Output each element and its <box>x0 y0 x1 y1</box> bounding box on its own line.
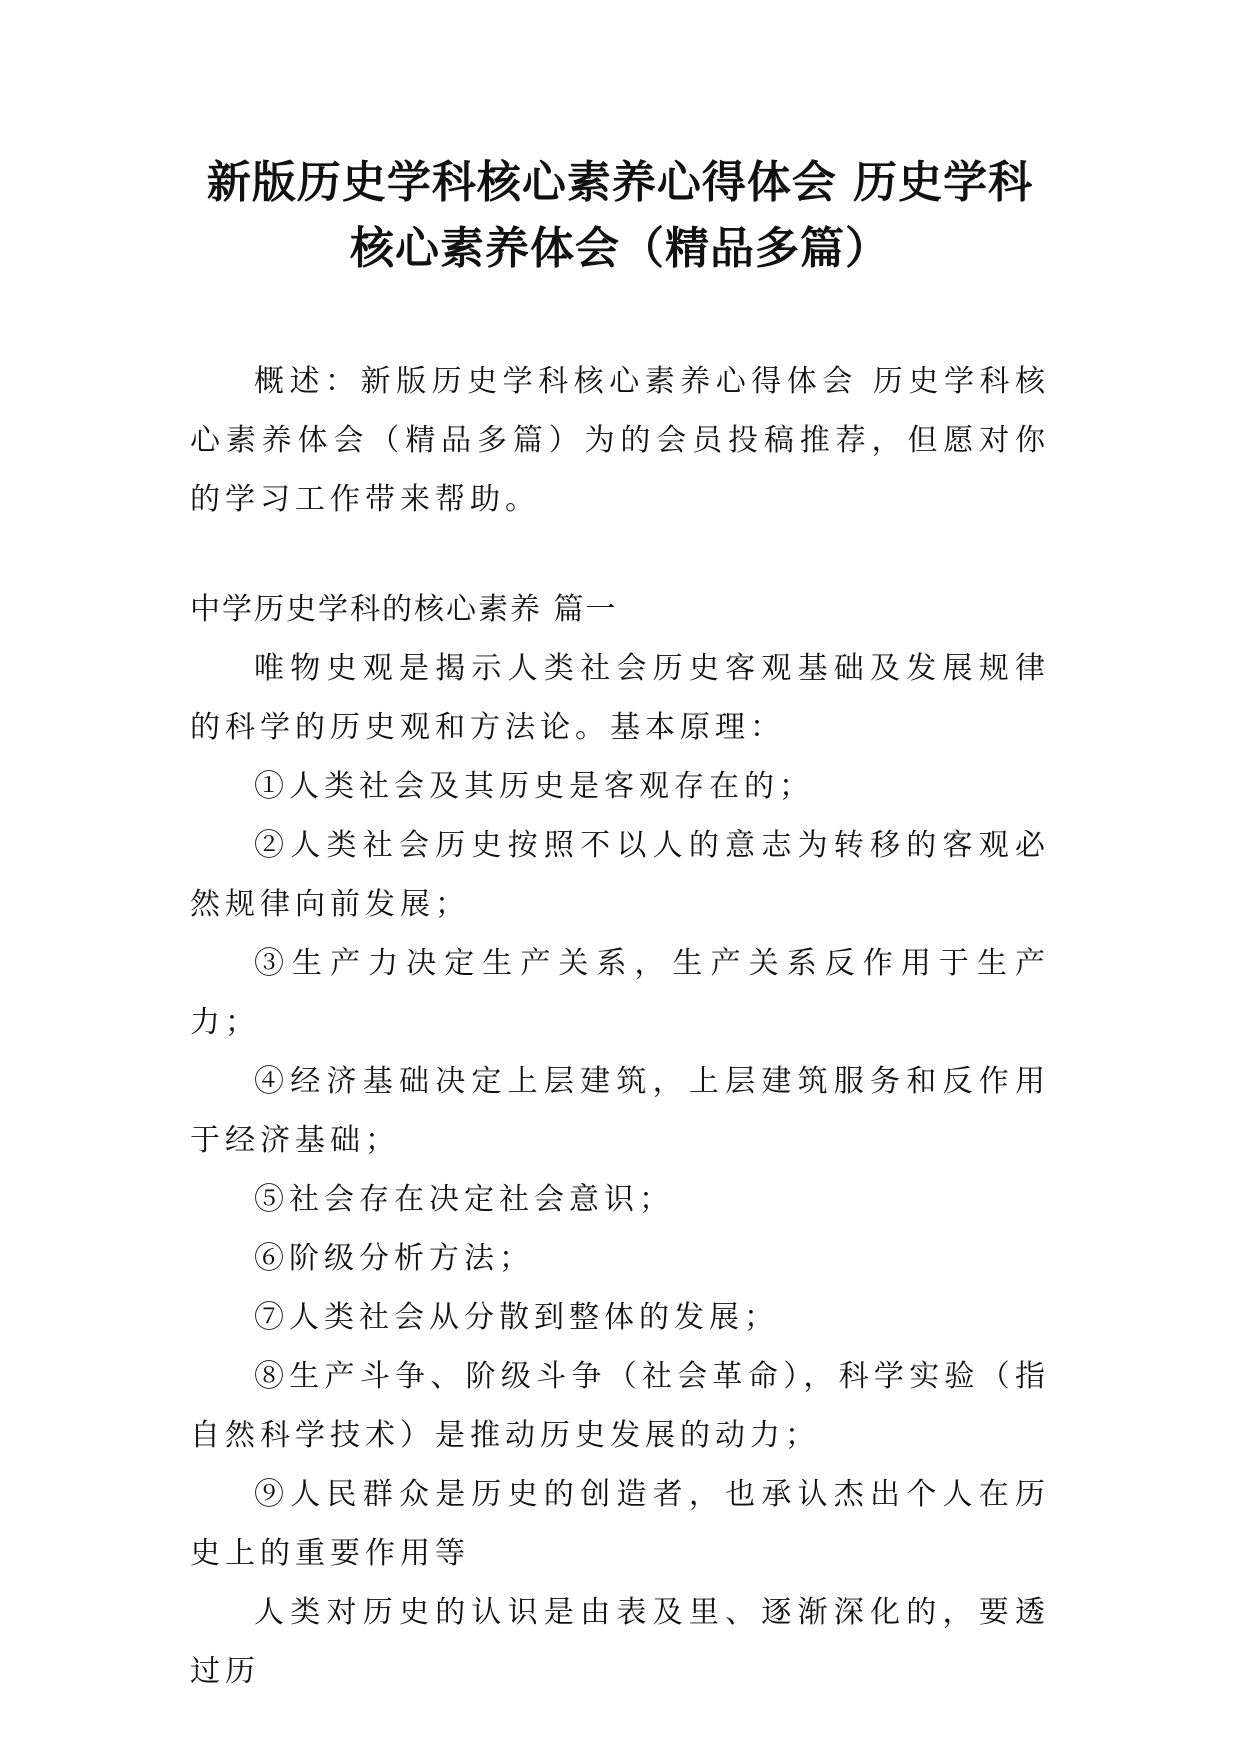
article-body <box>190 580 1050 1701</box>
principle-item: ③生产力决定生产关系，生产关系反作用于生产力； <box>190 946 1050 1040</box>
title-line-1: 新版历史学科核心素养心得体会 历史学科 <box>206 157 1034 208</box>
principle-item: ②人类社会历史按照不以人的意志为转移的客观必然规律向前发展； <box>190 828 1050 922</box>
document-title <box>190 150 1050 282</box>
summary-paragraph: 概述：新版历史学科核心素养心得体会 历史学科核心素养体会（精品多篇）为的会员投稿推荐，但愿对你的学习工作带来帮助。 <box>190 364 1050 517</box>
body-paragraph: 唯物史观是揭示人类社会历史客观基础及发展规律的科学的历史观和方法论。基本原理： <box>190 651 1050 745</box>
summary-block <box>190 352 1050 529</box>
principle-item: ④经济基础决定上层建筑，上层建筑服务和反作用于经济基础； <box>190 1064 1050 1158</box>
principle-item: ①人类社会及其历史是客观存在的； <box>254 769 814 804</box>
principle-item: ⑨人民群众是历史的创造者，也承认杰出个人在历史上的重要作用等 <box>190 1477 1050 1571</box>
principle-item: ⑤社会存在决定社会意识； <box>254 1182 674 1217</box>
section-heading: 中学历史学科的核心素养 篇一 <box>190 592 618 627</box>
title-line-2: 核心素养体会（精品多篇） <box>350 223 890 274</box>
principle-item: ⑦人类社会从分散到整体的发展； <box>254 1300 779 1335</box>
body-paragraph: 人类对历史的认识是由表及里、逐渐深化的，要透过历 <box>190 1595 1050 1689</box>
principle-item: ⑧生产斗争、阶级斗争（社会革命），科学实验（指自然科学技术）是推动历史发展的动力； <box>190 1359 1050 1453</box>
principle-item: ⑥阶级分析方法； <box>254 1241 534 1276</box>
